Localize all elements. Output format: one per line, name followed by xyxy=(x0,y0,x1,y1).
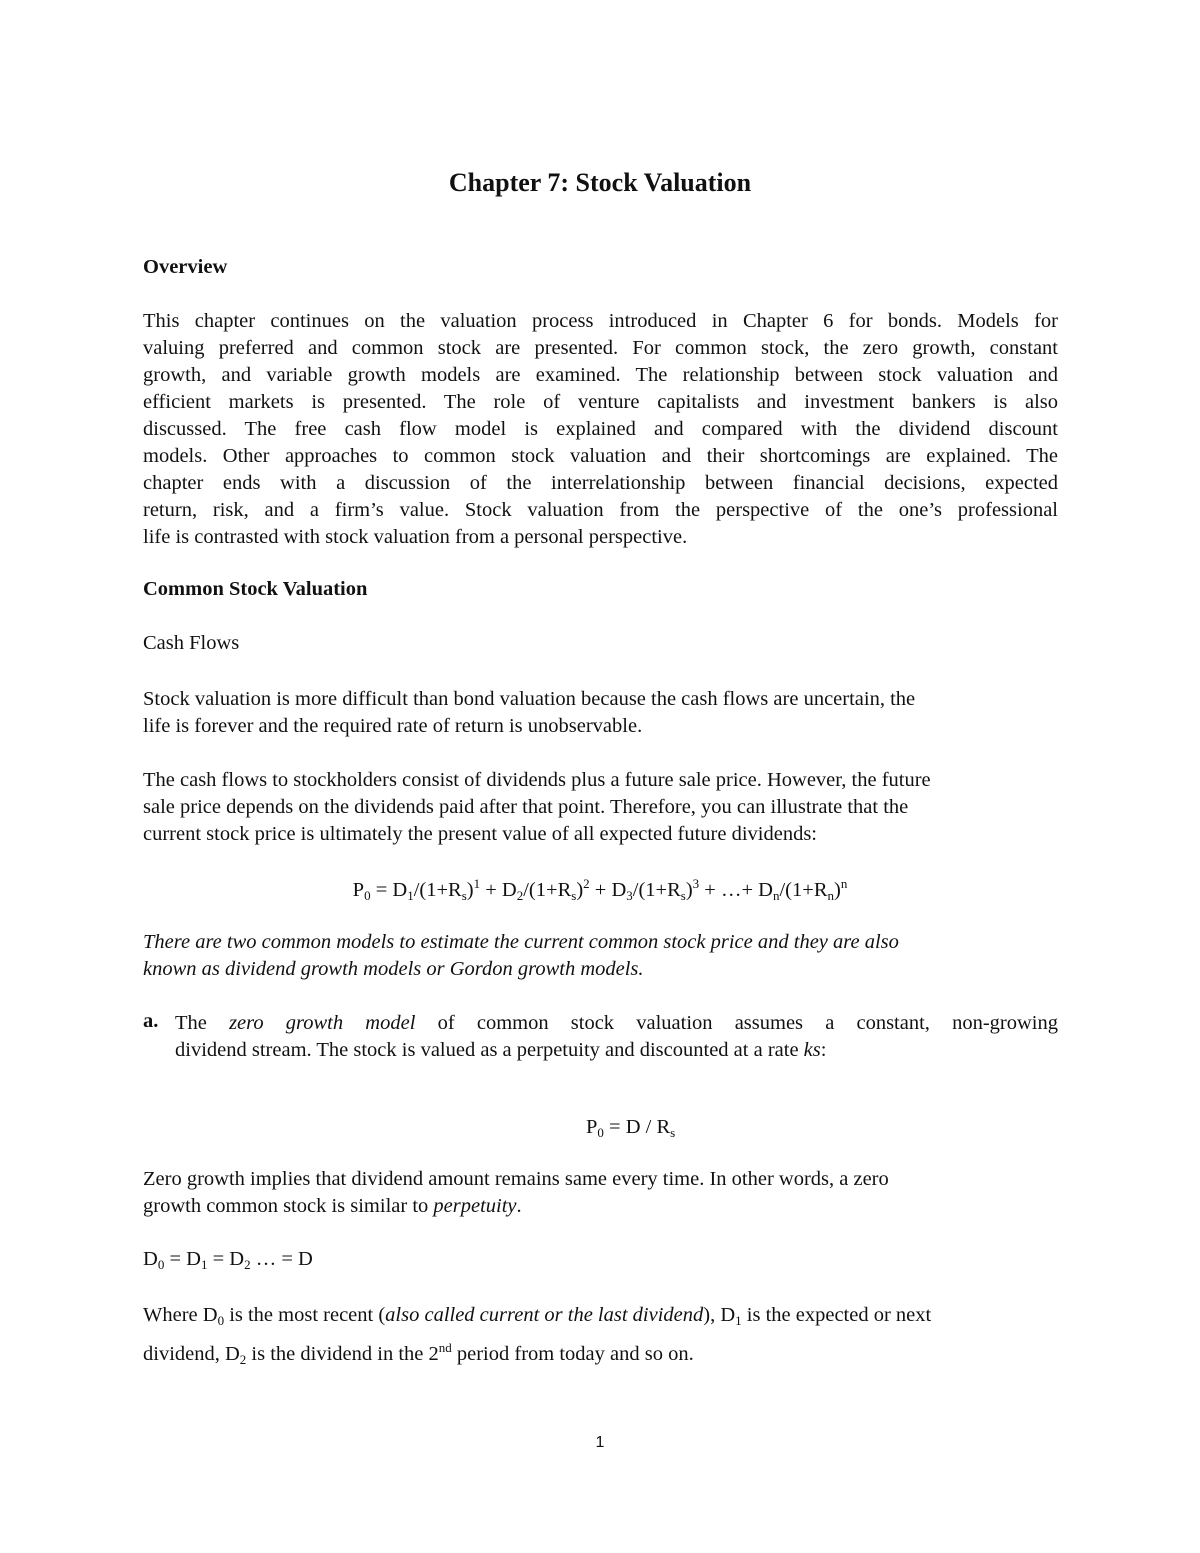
page-number: 1 xyxy=(595,1434,605,1451)
dividend-discount-equation: $P_0 = D_1/(1+R_s)^1 + D_2/(1+R_s)^2 + D_3/(1+R_s)^3$ + …+ $D_n/(1+R_n)^n$ xyxy=(352,876,848,903)
text-line: discussed. The free cash flow model is explained and compared with the dividend discount xyxy=(143,418,1058,440)
text-line: life is forever and the required rate of return is unobservable. xyxy=(143,715,643,737)
list-item-a xyxy=(175,1010,1058,1064)
text-line: dividend, $D_2$ is the dividend in the 2nd period from today and so on. xyxy=(143,1340,694,1367)
text-line: chapter ends with a discussion of the interrelationship between financial decisions, expected xyxy=(143,472,1058,494)
text-line: valuing preferred and common stock are presented. For common stock, the zero growth, constant xyxy=(143,337,1058,359)
zero-growth-paragraph xyxy=(143,1166,1058,1220)
text-line: The zero growth model of common stock valuation assumes a constant, non-growing xyxy=(175,1012,1059,1034)
text-line: Zero growth implies that dividend amount remains same every time. In other words, a zero xyxy=(143,1168,889,1190)
overview-paragraph xyxy=(143,308,1058,551)
gordon-model-note xyxy=(143,929,1058,983)
text-line: This chapter continues on the valuation process introduced in Chapter 6 for bonds. Models for xyxy=(143,310,1058,332)
text-line: dividend stream. The stock is valued as a perpetuity and discounted at a rate ks: xyxy=(175,1039,827,1061)
text-line: current stock price is ultimately the present value of all expected future dividends: xyxy=(143,823,817,845)
dividend-definition-paragraph xyxy=(143,1302,1058,1373)
text-line: return, risk, and a firm’s value. Stock valuation from the perspective of the one’s professional xyxy=(143,499,1058,521)
text-line: Stock valuation is more difficult than bond valuation because the cash flows are uncertain, the xyxy=(143,688,916,710)
cash-flow-paragraph xyxy=(143,686,1058,740)
constant-dividend-equation: $D_0 = D_1 = D_2$ … = D xyxy=(143,1248,313,1272)
common-stock-heading: Common Stock Valuation xyxy=(143,578,368,600)
text-line: The cash flows to stockholders consist of dividends plus a future sale price. However, the future xyxy=(143,769,931,791)
text-line: efficient markets is presented. The role of venture capitalists and investment bankers is also xyxy=(143,391,1058,413)
text-line: known as dividend growth models or Gordon growth models. xyxy=(143,958,644,980)
overview-heading: Overview xyxy=(143,256,228,278)
text-line: growth common stock is similar to perpetuity. xyxy=(143,1195,522,1217)
zero-growth-equation: $P_0 = D / R_s$ xyxy=(586,1116,676,1140)
page-title: Chapter 7: Stock Valuation xyxy=(448,168,752,197)
text-line: Where $D_0$ is the most recent (also called current or the last dividend), $D_1$ is the expected or next xyxy=(143,1304,932,1328)
text-line: models. Other approaches to common stock valuation and their shortcomings are explained. The xyxy=(143,445,1058,467)
text-line: There are two common models to estimate the current common stock price and they are also xyxy=(143,931,899,953)
text-line: sale price depends on the dividends paid after that point. Therefore, you can illustrate that the xyxy=(143,796,909,818)
text-line: growth, and variable growth models are examined. The relationship between stock valuation and xyxy=(143,364,1058,386)
list-marker-a: a. xyxy=(143,1010,159,1032)
text-line: life is contrasted with stock valuation from a personal perspective. xyxy=(143,526,688,548)
dividends-paragraph xyxy=(143,767,1058,848)
cash-flows-subheading: Cash Flows xyxy=(143,632,240,654)
